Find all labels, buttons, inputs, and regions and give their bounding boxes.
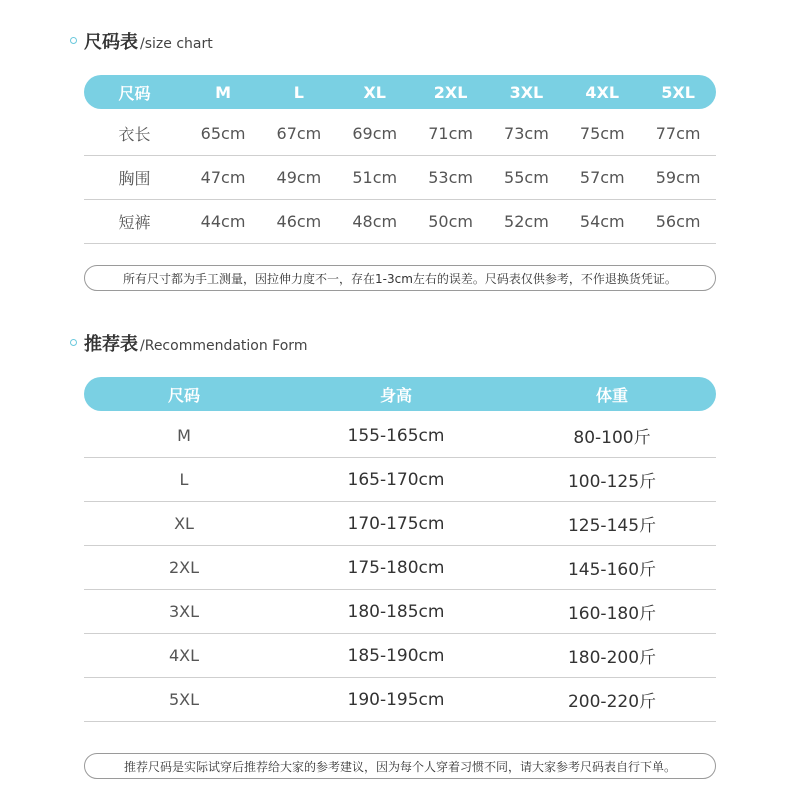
table-cell: 59cm <box>655 168 701 187</box>
recommendation-title-sub: /Recommendation Form <box>140 338 308 354</box>
height-cell: 170-175cm <box>347 513 445 534</box>
table-row <box>84 156 716 200</box>
weight-cell: 200-220斤 <box>567 692 657 712</box>
table-row <box>84 502 716 546</box>
weight-cell: 145-160斤 <box>567 560 657 580</box>
header-cell-3xl: 3XL <box>509 82 544 102</box>
row-label: 短裤 <box>118 213 151 232</box>
height-cell: 175-180cm <box>347 557 445 578</box>
weight-cell: 100-125斤 <box>567 472 657 492</box>
weight-cell: 125-145斤 <box>567 516 657 536</box>
size-cell: L <box>179 470 189 489</box>
table-cell: 50cm <box>428 212 473 231</box>
bullet-circle-icon <box>70 339 77 346</box>
table-row <box>84 200 716 244</box>
table-cell: 47cm <box>200 168 246 187</box>
table-cell: 73cm <box>504 124 549 143</box>
table-cell: 57cm <box>579 168 625 187</box>
header-cell-size: 尺码 <box>167 385 200 405</box>
size-chart-header <box>84 75 716 109</box>
header-cell-4xl: 4XL <box>585 82 620 102</box>
table-row <box>84 678 716 722</box>
size-cell: M <box>177 426 191 445</box>
table-row <box>84 590 716 634</box>
header-cell-xl: XL <box>363 82 386 102</box>
recommendation-note: 推荐尺码是实际试穿后推荐给大家的参考建议，因为每个人穿着习惯不同，请大家参考尺码表自行下单。 <box>84 753 716 779</box>
table-row <box>84 458 716 502</box>
table-row <box>84 112 716 156</box>
size-chart-title <box>84 28 213 54</box>
row-label: 衣长 <box>118 125 151 144</box>
height-cell: 190-195cm <box>347 689 445 710</box>
recommendation-header <box>84 377 716 411</box>
bullet-circle-icon <box>70 37 77 44</box>
table-cell: 55cm <box>504 168 549 187</box>
table-cell: 54cm <box>579 212 625 231</box>
weight-cell: 180-200斤 <box>567 648 657 668</box>
row-label: 胸围 <box>118 169 151 188</box>
header-cell-weight: 体重 <box>595 385 628 405</box>
recommendation-title-main: 推荐表 <box>84 334 138 355</box>
header-cell-m: M <box>215 82 231 102</box>
height-cell: 165-170cm <box>347 469 445 490</box>
table-cell: 75cm <box>579 124 625 143</box>
height-cell: 185-190cm <box>347 645 445 666</box>
weight-cell: 160-180斤 <box>567 604 657 624</box>
table-cell: 52cm <box>504 212 549 231</box>
size-cell: 5XL <box>168 690 200 709</box>
table-cell: 71cm <box>428 124 473 143</box>
table-row <box>84 634 716 678</box>
header-cell-l: L <box>293 82 304 102</box>
table-cell: 69cm <box>352 124 398 143</box>
height-cell: 155-165cm <box>347 425 445 446</box>
header-cell-size: 尺码 <box>118 83 151 103</box>
size-cell: 3XL <box>168 602 200 621</box>
table-cell: 46cm <box>276 212 322 231</box>
table-cell: 51cm <box>352 168 398 187</box>
table-cell: 53cm <box>428 168 473 187</box>
table-cell: 44cm <box>200 212 246 231</box>
table-cell: 49cm <box>276 168 322 187</box>
table-row <box>84 546 716 590</box>
table-row <box>84 414 716 458</box>
size-chart-note: 所有尺寸都为手工测量，因拉伸力度不一，存在1-3cm左右的误差。尺码表仅供参考，不作退换货凭证。 <box>84 265 716 291</box>
header-cell-5xl: 5XL <box>661 82 695 102</box>
height-cell: 180-185cm <box>347 601 445 622</box>
header-cell-2xl: 2XL <box>433 82 468 102</box>
recommendation-title <box>84 330 307 356</box>
table-cell: 48cm <box>352 212 398 231</box>
size-chart-title-main: 尺码表 <box>84 32 138 53</box>
table-cell: 67cm <box>276 124 322 143</box>
table-cell: 56cm <box>655 212 701 231</box>
table-cell: 77cm <box>655 124 701 143</box>
header-cell-height: 身高 <box>379 385 412 405</box>
size-cell: XL <box>174 514 194 533</box>
size-cell: 4XL <box>168 646 200 665</box>
weight-cell: 80-100斤 <box>573 428 651 448</box>
table-cell: 65cm <box>200 124 246 143</box>
size-chart-title-sub: /size chart <box>140 36 213 52</box>
size-cell: 2XL <box>168 558 200 577</box>
